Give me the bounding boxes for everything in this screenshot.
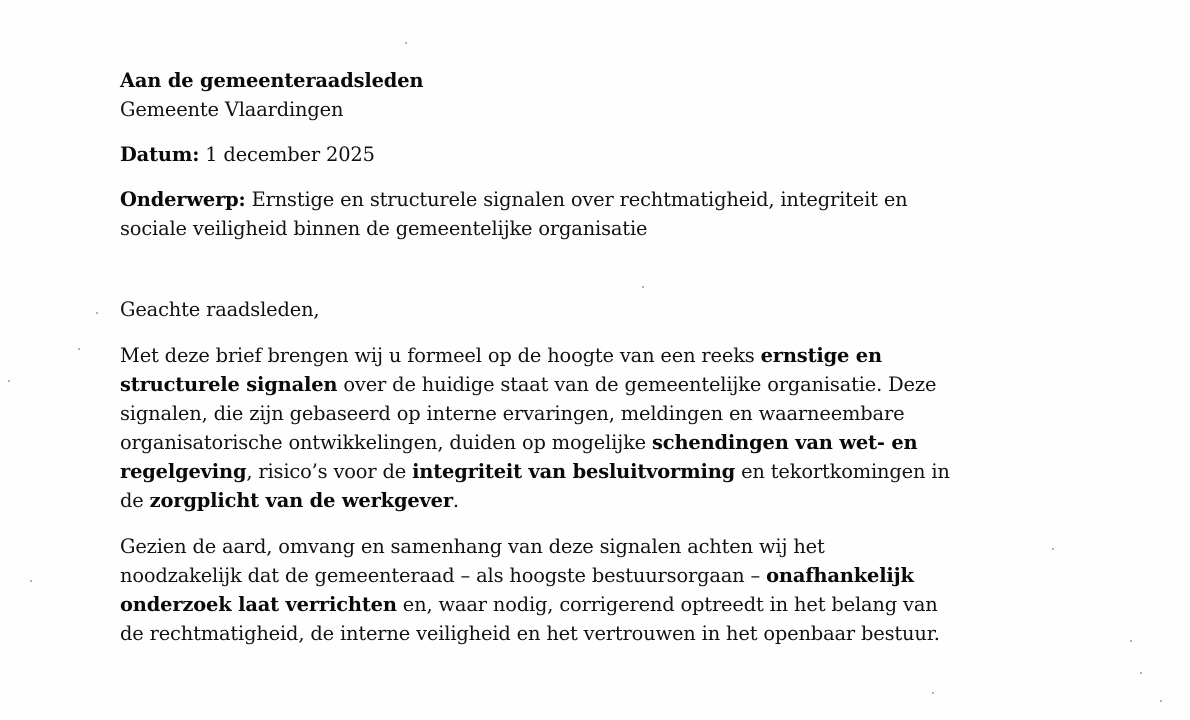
paragraph-1-line: structurele signalen over de huidige staat van de gemeentelijke organisatie. Deze xyxy=(120,373,937,396)
scan-speck xyxy=(1140,672,1142,674)
paragraph-1-line: de zorgplicht van de werkgever. xyxy=(120,489,459,512)
paragraph-1-line: Met deze brief brengen wij u formeel op de hoogte van een reeks ernstige en xyxy=(120,344,882,367)
subject-line-1: Onderwerp: Ernstige en structurele signalen over rechtmatigheid, integriteit en xyxy=(120,188,908,211)
date-line xyxy=(120,140,1080,169)
date-label: Datum: xyxy=(120,143,200,166)
scan-speck xyxy=(78,348,80,350)
scan-speck xyxy=(1160,700,1162,702)
paragraph-2 xyxy=(120,532,1080,648)
paragraph-2-line: noodzakelijk dat de gemeenteraad – als hoogste bestuursorgaan – onafhankelijk xyxy=(120,564,914,587)
paragraph-2-line: Gezien de aard, omvang en samenhang van deze signalen achten wij het xyxy=(120,535,825,558)
scan-speck xyxy=(8,380,10,382)
paragraph-2-line: onderzoek laat verrichten en, waar nodig, corrigerend optreedt in het belang van xyxy=(120,593,938,616)
subject-line-2: sociale veiligheid binnen de gemeentelijke organisatie xyxy=(120,217,648,240)
salutation: Geachte raadsleden, xyxy=(120,298,320,321)
paragraph-1-line: organisatorische ontwikkelingen, duiden op mogelijke schendingen van wet- en xyxy=(120,431,918,454)
paragraph-1-line: regelgeving, risico’s voor de integriteit van besluitvorming en tekortkomingen in xyxy=(120,460,950,483)
date-value: 1 december 2025 xyxy=(199,143,375,166)
scan-speck xyxy=(96,312,98,314)
recipient-line-2: Gemeente Vlaardingen xyxy=(120,98,344,121)
scan-speck xyxy=(1130,640,1132,642)
recipient-line-1: Aan de gemeenteraadsleden xyxy=(120,69,424,92)
scan-speck xyxy=(30,580,32,582)
paragraph-1-line: signalen, die zijn gebaseerd op interne ervaringen, meldingen en waarneembare xyxy=(120,402,905,425)
scan-speck xyxy=(932,692,934,694)
paragraph-1 xyxy=(120,341,1080,515)
subject-label: Onderwerp: xyxy=(120,188,246,211)
scan-speck xyxy=(405,42,407,44)
paragraph-2-line: de rechtmatigheid, de interne veiligheid en het vertrouwen in het openbaar bestuur. xyxy=(120,622,940,645)
letter-body xyxy=(120,66,1080,648)
